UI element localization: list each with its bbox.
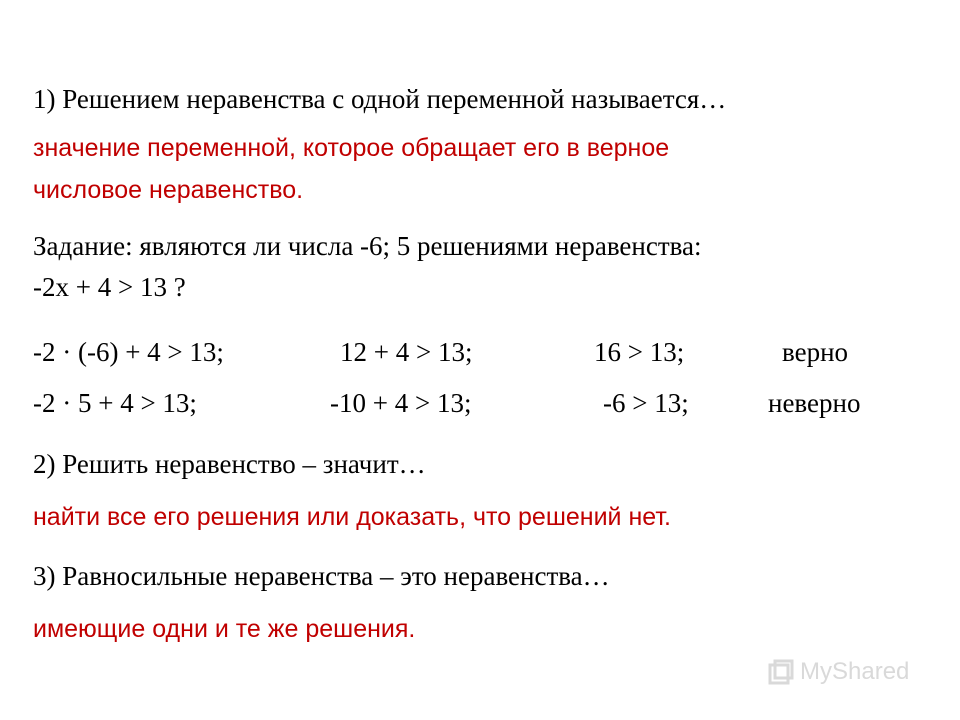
task-line1: Задание: являются ли числа -6; 5 решениями неравенства: [33,231,702,261]
check-step-3: -6 > 13; [603,388,689,418]
check-step-1: -2 · (-6) + 4 > 13; [33,337,224,367]
q1-question: 1) Решением неравенства с одной переменной называется… [33,84,727,114]
check-step-1: -2 · 5 + 4 > 13; [33,388,197,418]
check-step-2: -10 + 4 > 13; [330,388,472,418]
q2-question: 2) Решить неравенство – значит… [33,449,426,479]
myshared-logo-icon [768,659,794,685]
check-step-2: 12 + 4 > 13; [340,337,473,367]
q2-answer: найти все его решения или доказать, что решений нет. [33,503,671,531]
q1-answer-line1: значение переменной, которое обращает его в верное [33,134,670,162]
check-verdict: неверно [768,388,861,418]
check-verdict: верно [782,337,849,367]
q1-answer-line2: числовое неравенство. [33,176,304,204]
q3-answer: имеющие одни и те же решения. [33,615,416,643]
check-step-3: 16 > 13; [594,337,685,367]
q3-question: 3) Равносильные неравенства – это неравенства… [33,561,610,591]
watermark [768,658,909,686]
watermark-text: MyShared [800,658,910,685]
task-line2: -2x + 4 > 13 ? [33,272,186,302]
